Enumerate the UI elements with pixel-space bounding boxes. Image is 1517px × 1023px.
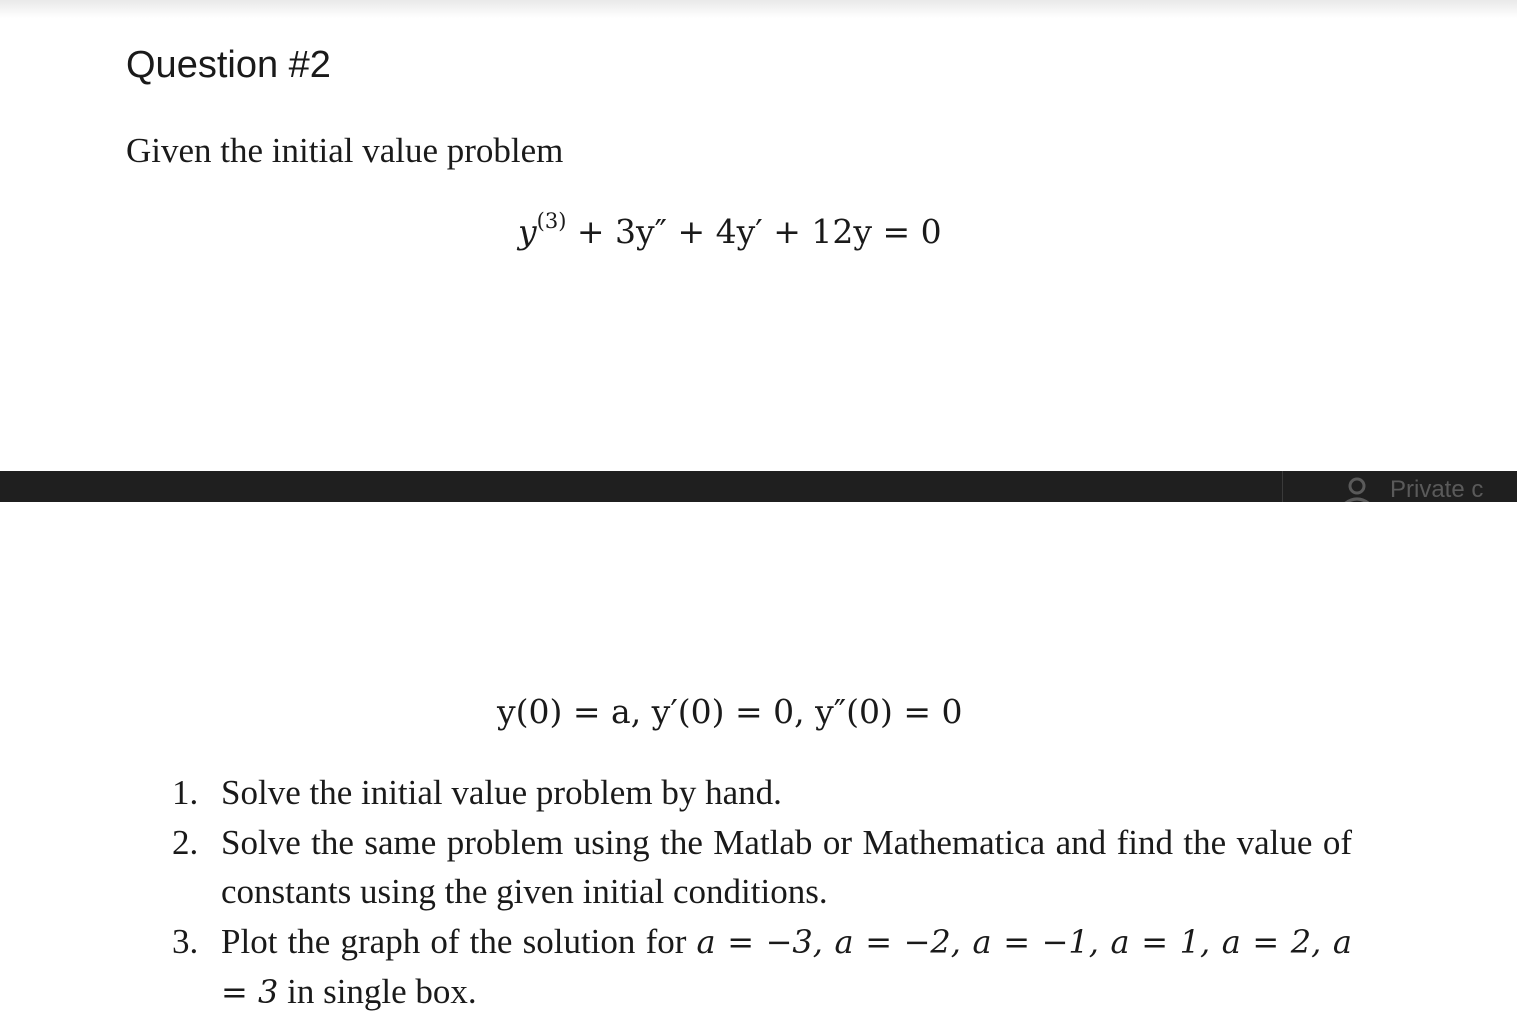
main-equation [518, 209, 942, 251]
list-text: Solve the same problem using the Matlab or Mathematica and find the value of constants using the given initial conditions. [221, 822, 1352, 911]
list-text: Solve the initial value problem by hand. [221, 773, 782, 812]
list-item [172, 818, 1352, 917]
list-number: 2. [172, 822, 199, 862]
list-number: 1. [172, 773, 199, 812]
intro-text: Given the initial value problem [126, 131, 564, 170]
top-strip [0, 0, 1517, 18]
list-text-end: in single box. [278, 972, 477, 1011]
initial-conditions: y(0) = a, y′(0) = 0, y″(0) = 0 [497, 692, 963, 731]
equation-order: (3) [536, 209, 567, 233]
task-list [172, 768, 1352, 1018]
question-title: Question #2 [126, 44, 331, 86]
list-text: Plot the graph of the solution for [221, 921, 697, 961]
bar-divider [1282, 471, 1283, 502]
list-number: 3. [172, 921, 199, 961]
list-item [172, 917, 1352, 1018]
equation-y: y [518, 212, 537, 251]
private-label[interactable] [1340, 476, 1517, 502]
list-math: a = −3, a = −2, a = −1, a = 1, a = 2, a = 3 [221, 922, 1352, 1011]
equation-rest: + 3y″ + 4y′ + 12y = 0 [566, 212, 942, 251]
overlay-bar [0, 471, 1517, 502]
person-icon [1340, 476, 1374, 502]
list-item [172, 768, 1352, 818]
private-label-text: Private c [1390, 476, 1484, 502]
